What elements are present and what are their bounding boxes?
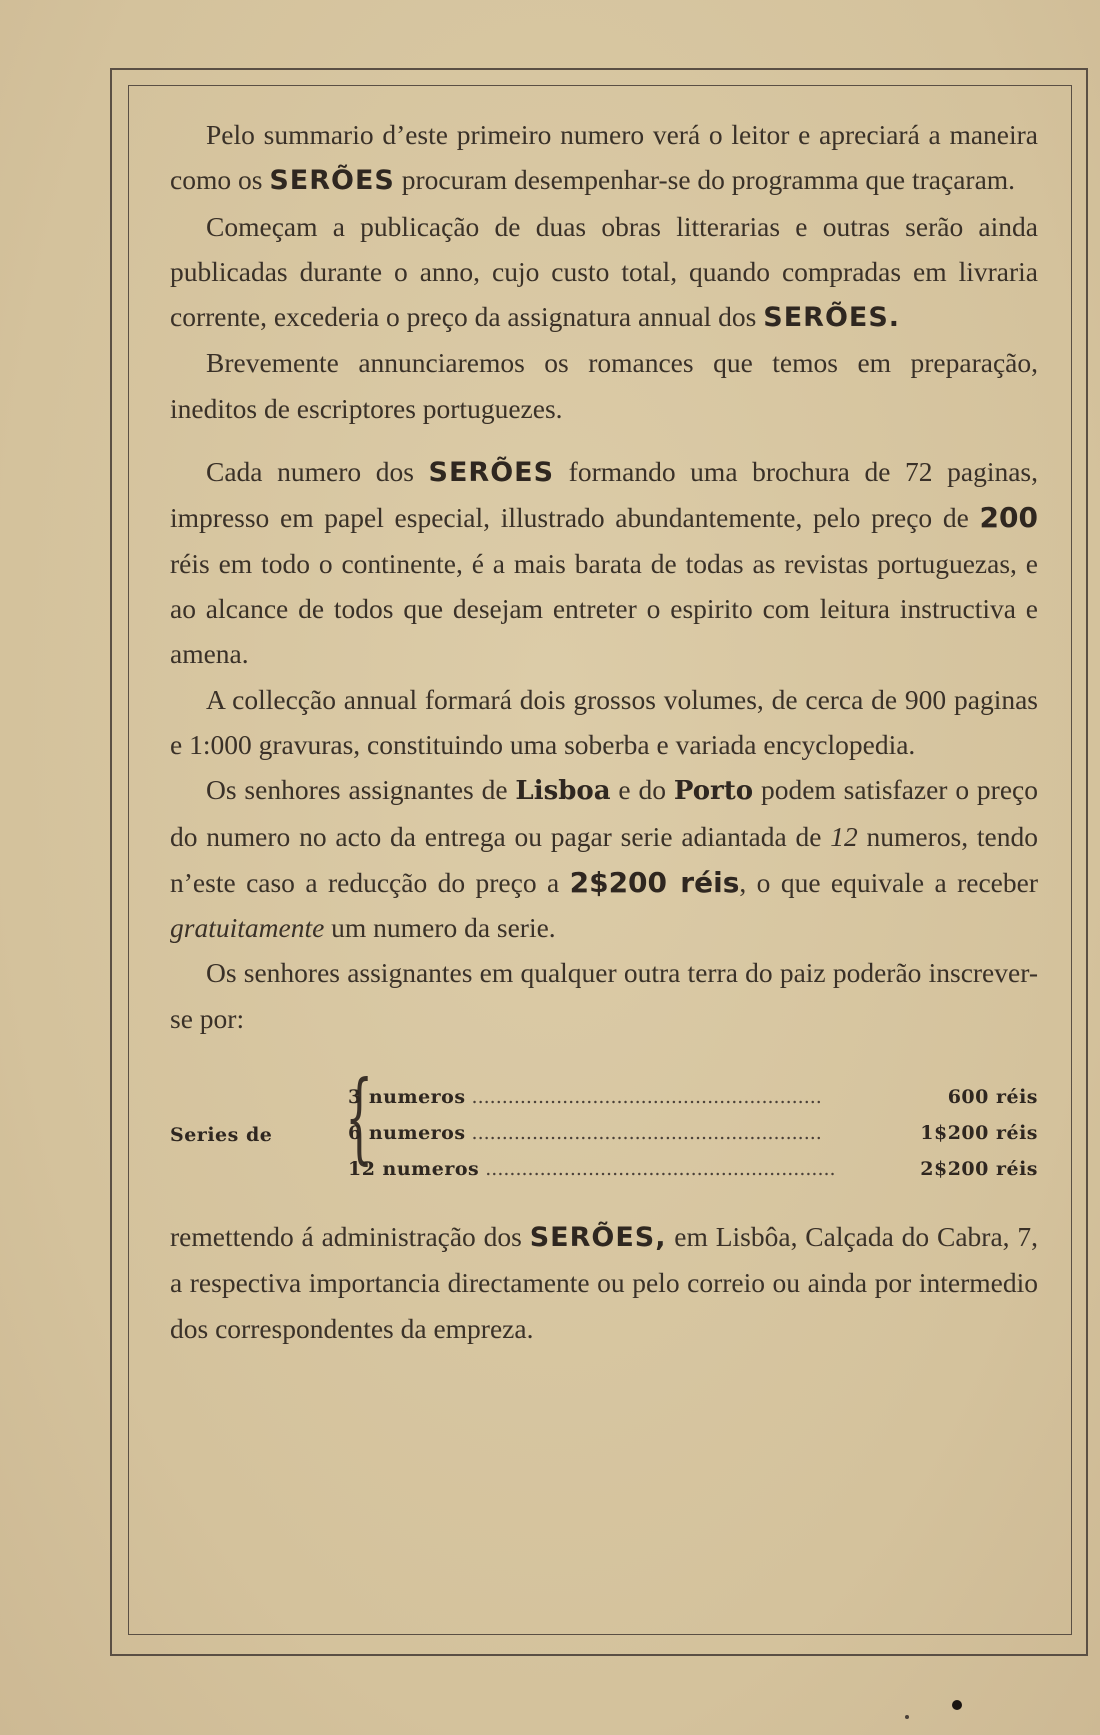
series-row bbox=[348, 1075, 1038, 1107]
series-label: Series de bbox=[170, 1123, 273, 1146]
text-run: em Lisbôa, Calçada do Cabra, 7, a respectiva importancia directamente ou pelo correio ou ainda por intermedio dos correspondentes da empreza. bbox=[170, 1220, 1038, 1344]
brand-seroes: SERÕES bbox=[269, 165, 395, 197]
text-run: podem satisfazer o preço do numero no acto da entrega ou pagar serie adiantada de bbox=[170, 774, 1038, 853]
city-lisboa: Lisboa bbox=[515, 776, 611, 807]
text-run: , o que equivale a receber bbox=[739, 866, 1038, 898]
paragraph-remittance bbox=[170, 1214, 1038, 1351]
ink-dot bbox=[952, 1700, 962, 1710]
brand-seroes: SERÕES. bbox=[763, 302, 901, 334]
brace-glyph: { bbox=[345, 1060, 374, 1175]
paragraph-gap bbox=[170, 431, 1038, 449]
paragraph-subscribers-lisboa-porto bbox=[170, 767, 1038, 950]
text-run: remettendo á administração dos bbox=[170, 1220, 530, 1252]
announcement-text bbox=[170, 112, 1038, 1351]
paragraph-annual-collection: A collecção annual formará dois grossos volumes, de cerca de 900 paginas e 1:000 gravuras, constituindo uma soberba e variada encyclopedia. bbox=[170, 683, 1038, 760]
paragraph-romances: Brevemente annunciaremos os romances que temos em preparação, ineditos de escriptores portuguezes. bbox=[170, 347, 1038, 424]
brand-seroes: SERÕES, bbox=[529, 1221, 667, 1253]
paragraph-publications bbox=[170, 204, 1038, 341]
series-row-label: 12 numeros bbox=[348, 1157, 480, 1180]
series-row bbox=[348, 1111, 1038, 1143]
word-gratuitamente: gratuitamente bbox=[170, 912, 325, 944]
leader-dots: .......................................................... bbox=[471, 1085, 822, 1108]
series-row-label: 6 numeros bbox=[348, 1121, 466, 1144]
paragraph-other-subscribers: Os senhores assignantes em qualquer outra terra do paiz poderão inscrever-se por: bbox=[170, 957, 1038, 1034]
price-200: 200 bbox=[979, 501, 1038, 535]
ink-speck bbox=[905, 1715, 909, 1719]
series-row bbox=[348, 1147, 1038, 1179]
text-run: formando uma brochura de 72 paginas, impresso em papel especial, illustrado abundantemente, pelo preço de bbox=[170, 456, 1038, 534]
text-run: e do bbox=[610, 774, 674, 806]
series-price-table bbox=[170, 1060, 1038, 1180]
text-run: Começam a publicação de duas obras litterarias e outras serão ainda publicadas durante o anno, cujo custo total, quando compradas em livraria corrente, excederia o preço da assignatura annual dos bbox=[170, 210, 1038, 333]
city-porto: Porto bbox=[673, 776, 754, 807]
text-run: Os senhores assignantes de bbox=[206, 774, 516, 806]
paragraph-summary bbox=[170, 112, 1038, 204]
series-row-price: 600 réis bbox=[947, 1085, 1038, 1108]
text-run: procuram desempenhar-se do programma que traçaram. bbox=[394, 164, 1016, 196]
series-row-price: 1$200 réis bbox=[920, 1121, 1038, 1144]
number-12: 12 bbox=[830, 821, 858, 853]
leader-dots: .......................................................... bbox=[471, 1121, 822, 1144]
leader-dots: .......................................................... bbox=[485, 1157, 836, 1180]
paragraph-issue-description bbox=[170, 449, 1038, 676]
text-run: Pelo summario d’este primeiro numero verá o leitor e apreciará a maneira como os bbox=[170, 119, 1038, 196]
text-run: Cada numero dos bbox=[206, 456, 429, 488]
text-run: numeros, tendo n’este caso a reducção do preço a bbox=[170, 821, 1039, 898]
series-row-price: 2$200 réis bbox=[920, 1157, 1038, 1180]
brand-seroes: SERÕES bbox=[428, 457, 555, 489]
price-2200: 2$200 réis bbox=[569, 865, 740, 899]
series-row-label: 3 numeros bbox=[348, 1085, 466, 1108]
text-run: um numero da serie. bbox=[324, 912, 556, 944]
text-run: réis em todo o continente, é a mais barata de todas as revistas portuguezas, e ao alcance de todos que desejam entreter o espirito com leitura instructiva e amena. bbox=[170, 547, 1038, 670]
